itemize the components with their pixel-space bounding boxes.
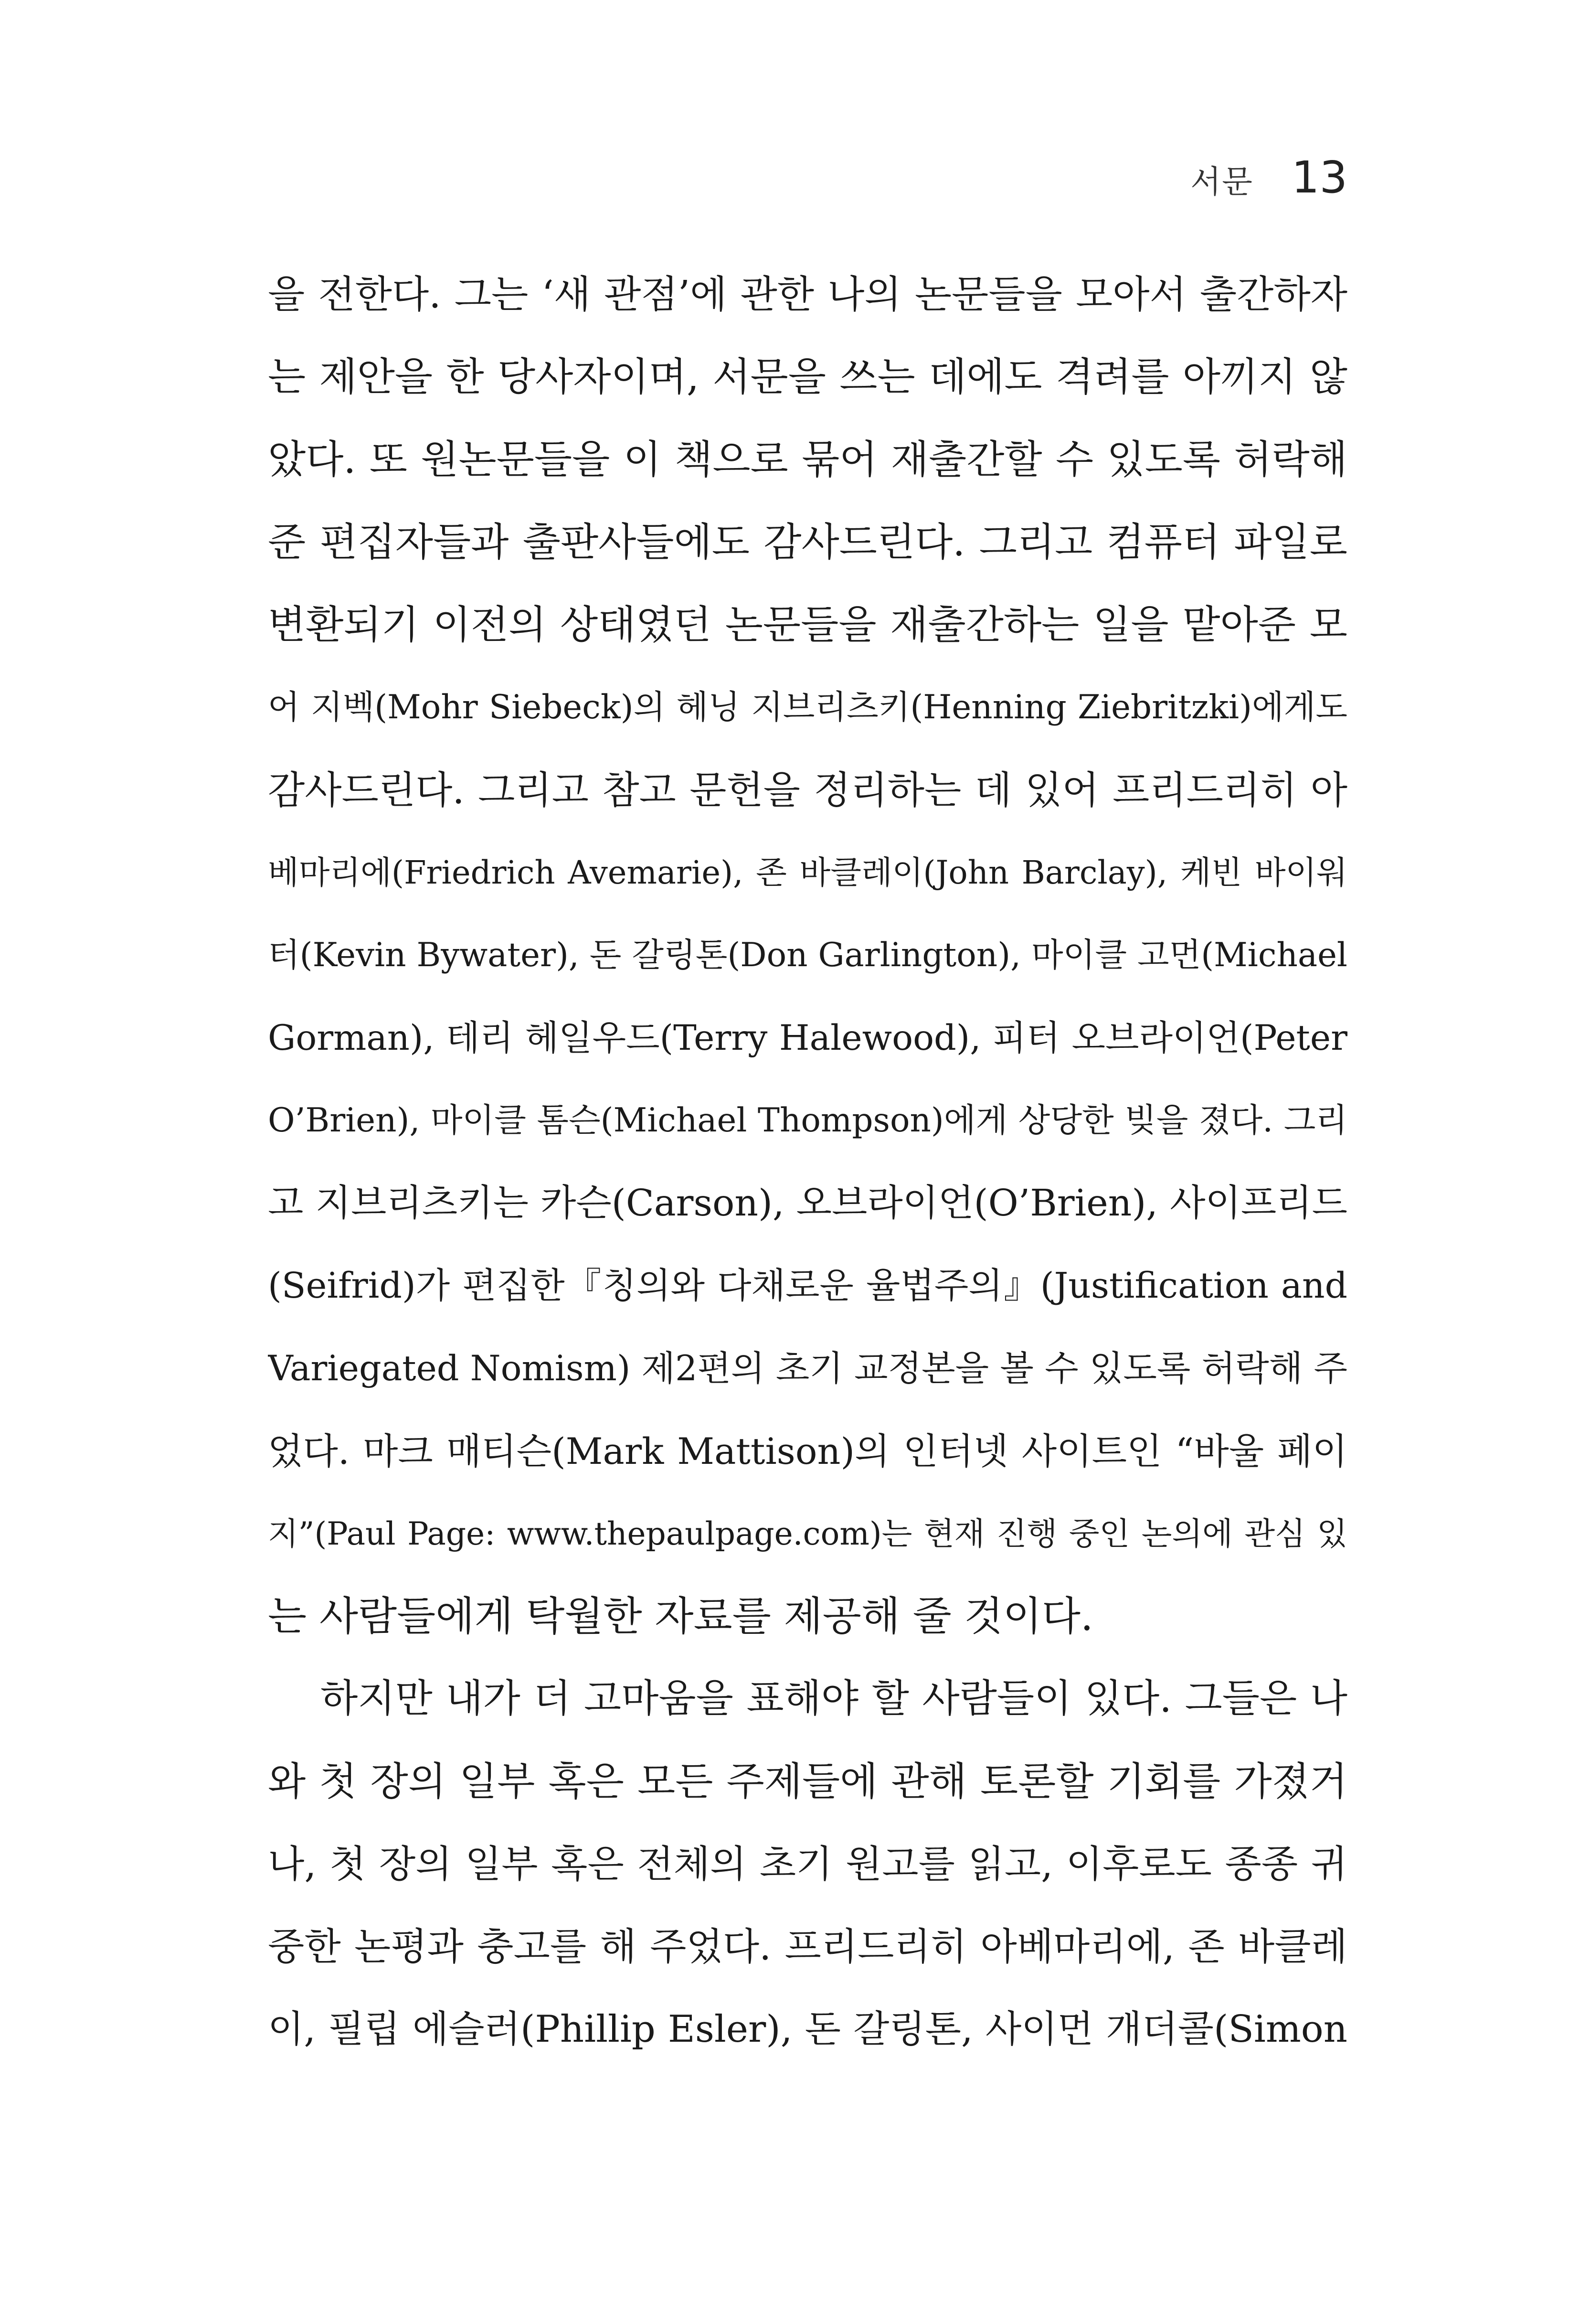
text-line: 지”(Paul Page: www.thepaulpage.com)는 현재 진행 중인 논의에 관심 있 xyxy=(268,1515,1347,1552)
paragraph-end-line: 는 사람들에게 탁월한 자료를 제공해 줄 것이다. xyxy=(268,1593,1093,1640)
text-line: Variegated Nomism) 제2편의 초기 교정본을 볼 수 있도록 허락해 주 xyxy=(268,1348,1347,1389)
text-line: 와 첫 장의 일부 혹은 모든 주제들에 관해 토론할 기회를 가졌거 xyxy=(268,1759,1347,1804)
text-line: 감사드린다. 그리고 참고 문헌을 정리하는 데 있어 프리드리히 아 xyxy=(268,768,1347,812)
section-title: 서문 xyxy=(1190,163,1253,200)
text-line: (Seifrid)가 편집한『칭의와 다채로운 율법주의』(Justification and xyxy=(268,1265,1347,1306)
text-line: Gorman), 테리 헤일우드(Terry Halewood), 피터 오브라이언(Peter xyxy=(268,1018,1347,1058)
text-line: 나, 첫 장의 일부 혹은 전체의 초기 원고를 읽고, 이후로도 종종 귀 xyxy=(268,1842,1347,1886)
text-line: 고 지브리츠키는 카슨(Carson), 오브라이언(O’Brien), 사이프리드 xyxy=(268,1182,1347,1225)
text-line: 었다. 마크 매티슨(Mark Mattison)의 인터넷 사이트인 “바울 페이 xyxy=(268,1430,1347,1472)
paragraph-start-line: 하지만 내가 더 고마움을 표해야 할 사람들이 있다. 그들은 나 xyxy=(320,1676,1347,1721)
text-line: 는 제안을 한 당사자이며, 서문을 쓰는 데에도 격려를 아끼지 않 xyxy=(268,354,1347,400)
text-line: 터(Kevin Bywater), 돈 갈링톤(Don Garlington), 마이클 고먼(Michael xyxy=(268,936,1347,974)
page-number: 13 xyxy=(1291,152,1347,203)
text-line: 베마리에(Friedrich Avemarie), 존 바클레이(John Barclay), 케빈 바이워 xyxy=(268,854,1347,891)
text-line: 변환되기 이전의 상태였던 논문들을 재출간하는 일을 맡아준 모 xyxy=(268,602,1347,648)
text-line: O’Brien), 마이클 톰슨(Michael Thompson)에게 상당한 빚을 졌다. 그리 xyxy=(268,1101,1347,1140)
text-line: 중한 논평과 충고를 해 주었다. 프리드리히 아베마리에, 존 바클레 xyxy=(268,1925,1347,1969)
running-head xyxy=(1190,152,1347,203)
text-line: 이, 필립 에슬러(Phillip Esler), 돈 갈링톤, 사이먼 개더콜(Simon xyxy=(268,2008,1347,2051)
text-line: 준 편집자들과 출판사들에도 감사드린다. 그리고 컴퓨터 파일로 xyxy=(268,520,1347,565)
body-text xyxy=(268,253,1347,2071)
text-line: 았다. 또 원논문들을 이 책으로 묶어 재출간할 수 있도록 허락해 xyxy=(268,437,1347,482)
text-line: 을 전한다. 그는 ‘새 관점’에 관한 나의 논문들을 모아서 출간하자 xyxy=(268,272,1347,317)
text-line: 어 지벡(Mohr Siebeck)의 헤닝 지브리츠키(Henning Ziebritzki)에게도 xyxy=(268,688,1347,726)
